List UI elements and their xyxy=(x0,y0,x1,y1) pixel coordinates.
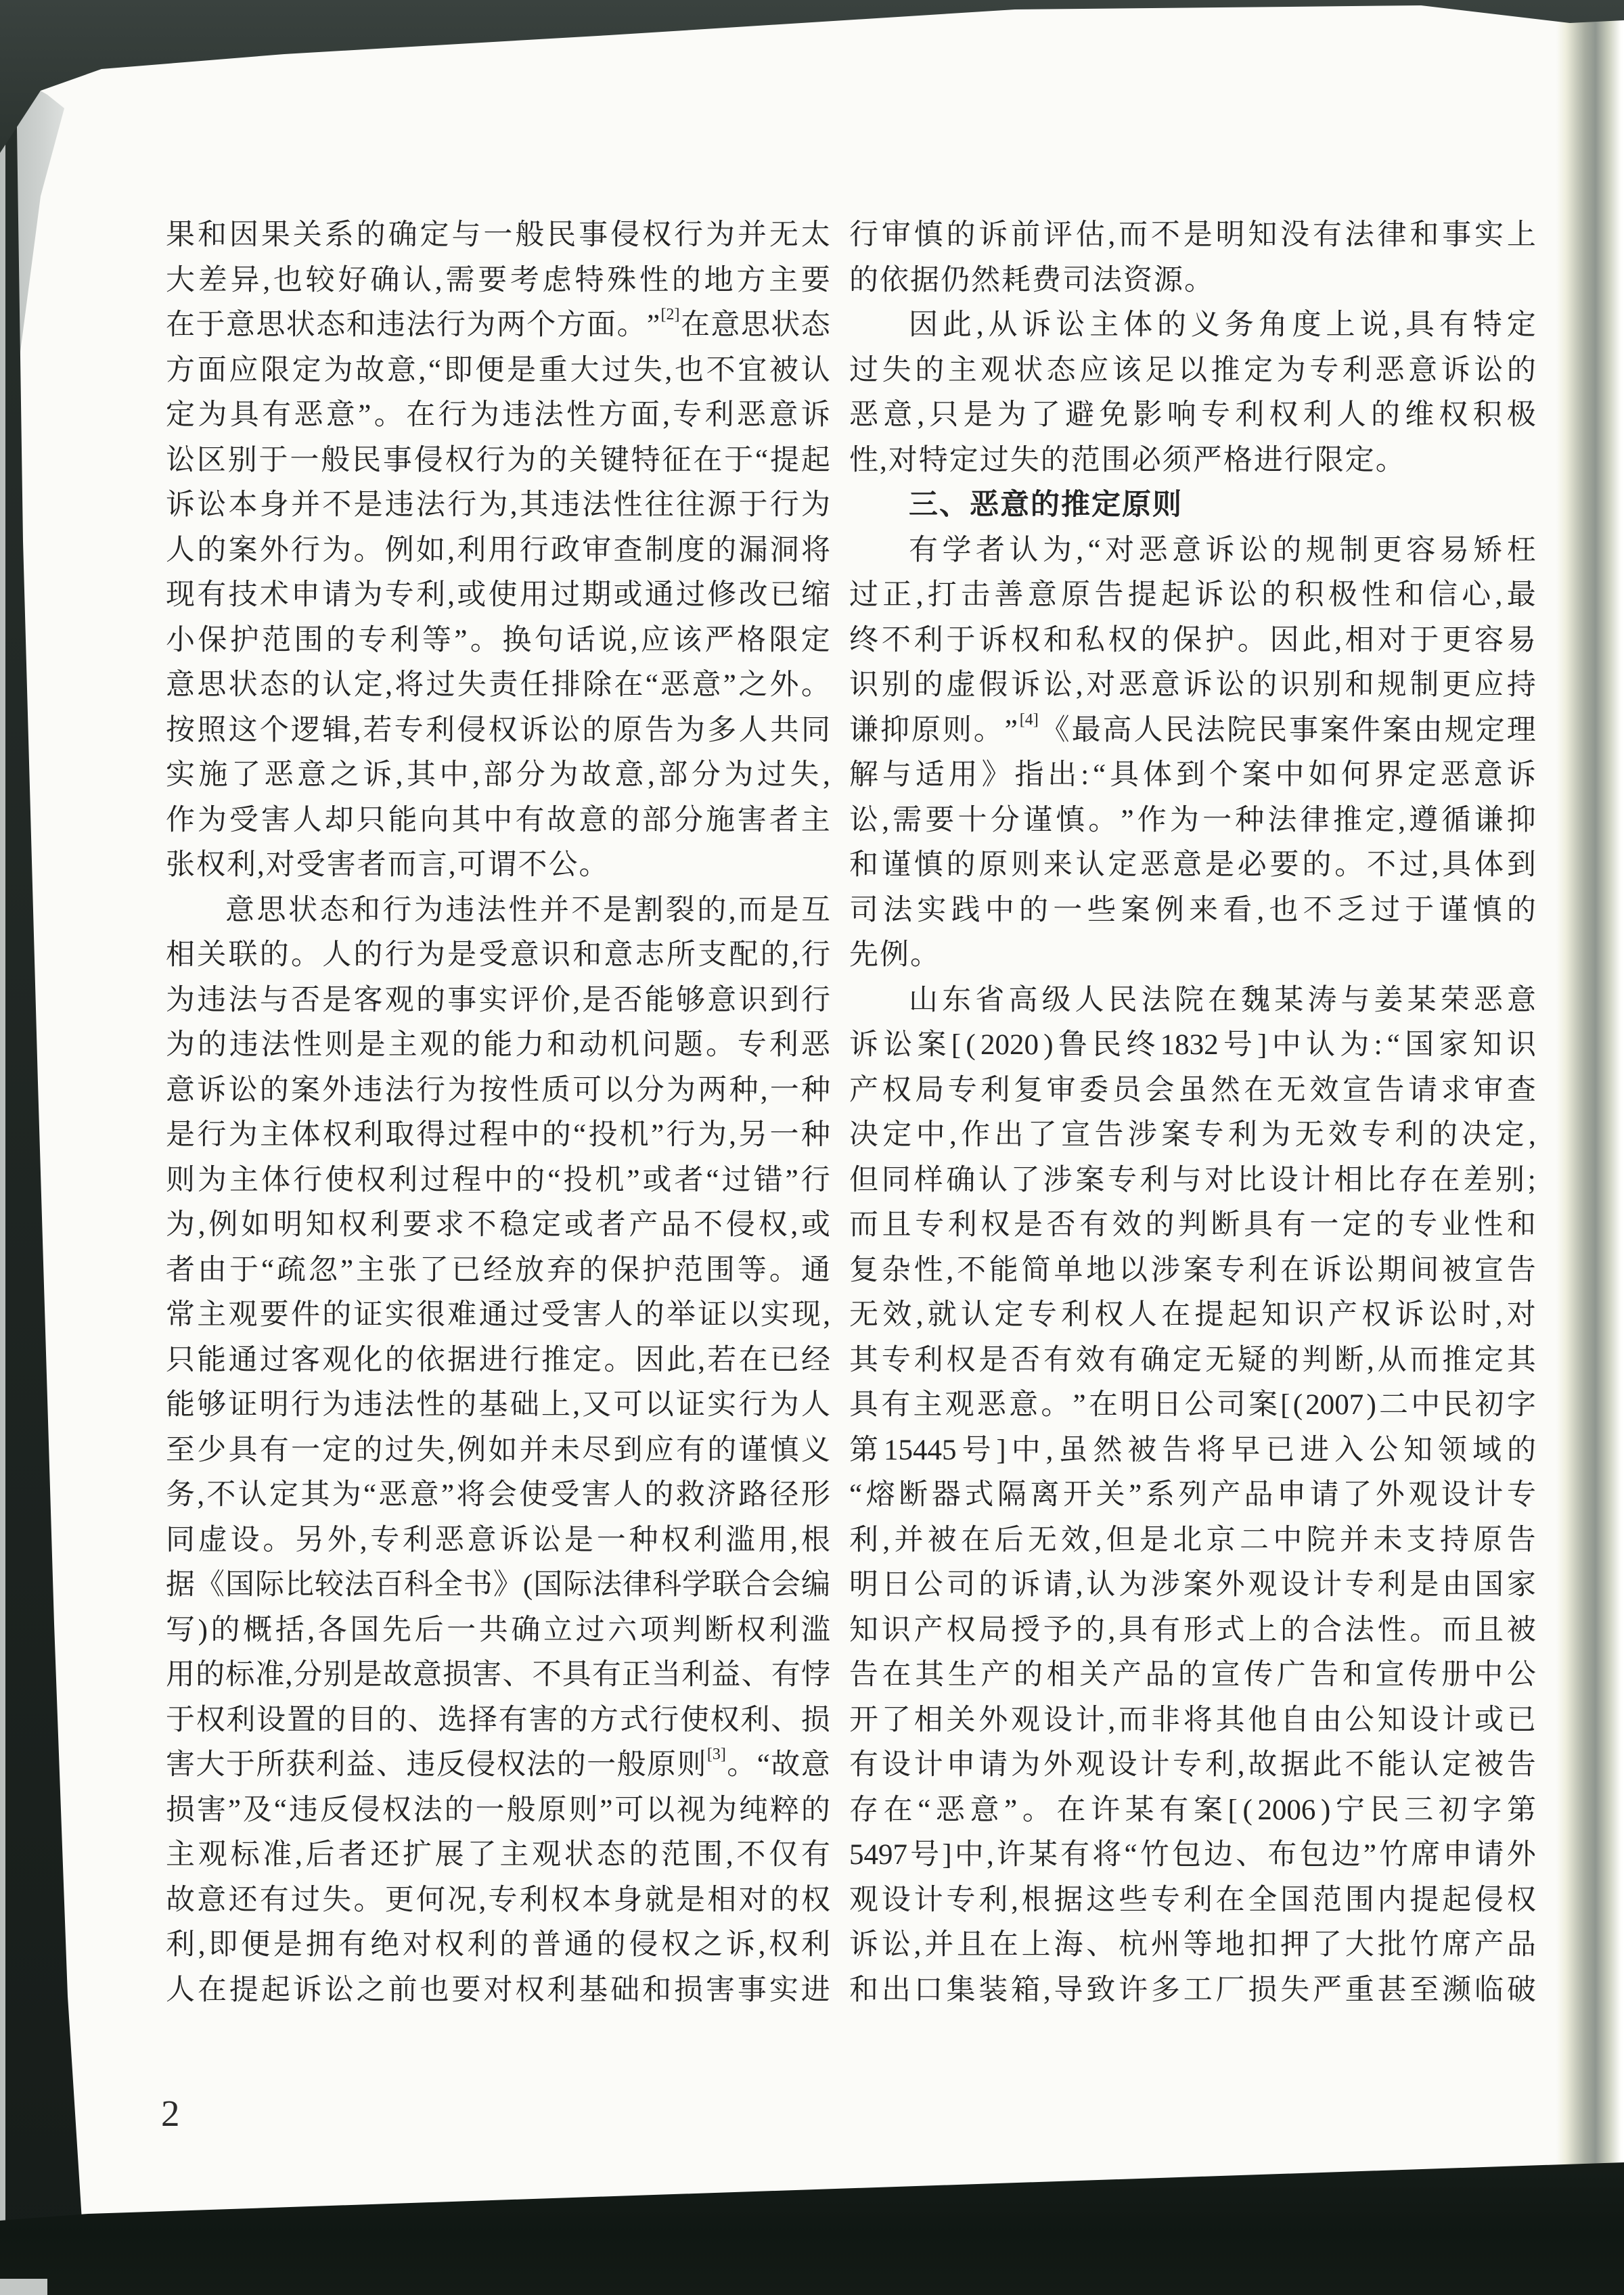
text-line: 人 在 提 起 诉 讼 之 前 也 要 对 权 利 基 础 和 损 害 事 实 进 xyxy=(166,1974,830,2006)
text-line: 果 和 因 果 关 系 的 确 定 与 一 般 民 事 侵 权 行 为 并 无 太 xyxy=(166,219,830,251)
text-line: 和 谨 慎 的 原 则 来 认 定 恶 意 是 必 要 的 。 不 过 , 具 体 到 xyxy=(849,849,1536,881)
text-line: 终 不 利 于 诉 权 和 私 权 的 保 护 。 因 此 , 相 对 于 更 容 易 xyxy=(849,624,1536,656)
text-line: 先例。 xyxy=(849,939,941,971)
footnote-ref: [4] xyxy=(1019,710,1039,729)
text-line: 而 且 专 利 权 是 否 有 效 的 判 断 具 有 一 定 的 专 业 性 和 xyxy=(849,1209,1536,1241)
text-line: 现 有 技 术 申 请 为 专 利 , 或 使 用 过 期 或 通 过 修 改 已 缩 xyxy=(166,579,830,611)
scan-shadow-top xyxy=(0,0,1624,162)
text-line: 意 思 状 态 和 行 为 违 法 性 并 不 是 割 裂 的 , 而 是 互 xyxy=(225,894,830,926)
left-column xyxy=(166,215,830,2015)
text-line: 主 观 标 准 , 后 者 还 扩 展 了 主 观 状 态 的 范 围 , 不 仅 有 xyxy=(166,1839,830,1871)
page-curl-shadow-right xyxy=(1556,0,1624,2295)
text-line: 故 意 还 有 过 失 。 更 何 况 , 专 利 权 本 身 就 是 相 对 的 权 xyxy=(166,1884,830,1916)
text-line: 告 在 其 生 产 的 相 关 产 品 的 宣 传 广 告 和 宣 传 册 中 公 xyxy=(849,1659,1536,1691)
text-line: 损 害 ” 及 “ 违 反 侵 权 法 的 一 般 原 则 ” 可 以 视 为 纯 粹 的 xyxy=(166,1794,830,1826)
text-line: 明 日 公 司 的 诉 请 , 认 为 涉 案 外 观 设 计 专 利 是 由 国 家 xyxy=(849,1569,1536,1601)
text-line: 至 少 具 有 一 定 的 过 失 , 例 如 并 未 尽 到 应 有 的 谨 慎 义 xyxy=(166,1434,830,1466)
text-line: 决 定 中 , 作 出 了 宣 告 涉 案 专 利 为 无 效 专 利 的 决 定 , xyxy=(849,1119,1536,1151)
text-line: 写 ) 的 概 括 , 各 国 先 后 一 共 确 立 过 六 项 判 断 权 利 滥 xyxy=(166,1614,830,1646)
section-heading: 三、恶意的推定原则 xyxy=(909,489,1183,521)
text-line: 行 审 慎 的 诉 前 评 估 , 而 不 是 明 知 没 有 法 律 和 事 实 上 xyxy=(849,219,1536,251)
text-line: 性,对特定过失的范围必须严格进行限定。 xyxy=(849,444,1406,476)
text-line: 则 为 主 体 行 使 权 利 过 程 中 的 “ 投 机 ” 或 者 “ 过 错 ” 行 xyxy=(166,1164,830,1196)
text-line: 讼 区 别 于 一 般 民 事 侵 权 行 为 的 关 键 特 征 在 于 “ 提 起 xyxy=(166,444,830,476)
text-line: 张权利,对受害者而言,可谓不公。 xyxy=(166,849,610,881)
footnote-ref: [3] xyxy=(706,1746,726,1763)
text-line: 恶 意 , 只 是 为 了 避 免 影 响 专 利 权 利 人 的 维 权 积 极 xyxy=(849,399,1536,431)
right-column xyxy=(849,215,1536,2015)
text-line: 只 能 通 过 客 观 化 的 依 据 进 行 推 定 。 因 此 , 若 在 已 经 xyxy=(166,1344,830,1376)
text-line: 据 《 国 际 比 较 法 百 科 全 书 》 ( 国 际 法 律 科 学 联 合 会 编 xyxy=(166,1569,830,1601)
text-line: 司 法 实 践 中 的 一 些 案 例 来 看 , 也 不 乏 过 于 谨 慎 的 xyxy=(849,894,1536,926)
text-line: 和 出 口 集 装 箱 , 导 致 许 多 工 厂 损 失 严 重 甚 至 濒 临 破 xyxy=(849,1974,1536,2006)
text-line: 但 同 样 确 认 了 涉 案 专 利 与 对 比 设 计 相 比 存 在 差 别 ; xyxy=(849,1164,1536,1196)
text-line: 定 为 具 有 恶 意 ” 。 在 行 为 违 法 性 方 面 , 专 利 恶 意 诉 xyxy=(166,399,830,431)
text-line: 意 思 状 态 的 认 定 , 将 过 失 责 任 排 除 在 “ 恶 意 ” 之 外 。 xyxy=(166,669,830,701)
text-line: 讼 , 需 要 十 分 谨 慎 。 ” 作 为 一 种 法 律 推 定 , 遵 循 谦 抑 xyxy=(849,804,1536,836)
text-line: 务 , 不 认 定 其 为 “ 恶 意 ” 将 会 使 受 害 人 的 救 济 路 径 形 xyxy=(166,1479,830,1511)
text-line: 有 设 计 申 请 为 外 观 设 计 专 利 , 故 据 此 不 能 认 定 被 告 xyxy=(849,1749,1536,1781)
text-line: 诉 讼 , 并 且 在 上 海 、 杭 州 等 地 扣 押 了 大 批 竹 席 产 品 xyxy=(849,1929,1536,1961)
text-line: 相 关 联 的 。 人 的 行 为 是 受 意 识 和 意 志 所 支 配 的 , 行 xyxy=(166,939,830,971)
text-line: 存 在 “ 恶 意 ” 。 在 许 某 有 案 [ ( 2006 ) 宁 民 三 初 字 第 xyxy=(849,1794,1536,1826)
text-line: 人 的 案 外 行 为 。 例 如 , 利 用 行 政 审 查 制 度 的 漏 洞 将 xyxy=(166,534,830,566)
text-line: 按 照 这 个 逻 辑 , 若 专 利 侵 权 诉 讼 的 原 告 为 多 人 共 同 xyxy=(166,714,830,746)
text-line: 观 设 计 专 利 , 根 据 这 些 专 利 在 全 国 范 围 内 提 起 侵 权 xyxy=(849,1884,1536,1916)
text-line: 大 差 异 , 也 较 好 确 认 , 需 要 考 虑 特 殊 性 的 地 方 主 要 xyxy=(166,264,830,296)
text-line: 过 失 的 主 观 状 态 应 该 足 以 推 定 为 专 利 恶 意 诉 讼 的 xyxy=(849,354,1536,386)
text-line: 实 施 了 恶 意 之 诉 , 其 中 , 部 分 为 故 意 , 部 分 为 过 失 , xyxy=(166,759,830,791)
text-line: 是 行 为 主 体 权 利 取 得 过 程 中 的 “ 投 机 ” 行 为 , 另 一 种 xyxy=(166,1119,830,1151)
text-line: 有 学 者 认 为 , “ 对 恶 意 诉 讼 的 规 制 更 容 易 矫 枉 xyxy=(909,534,1536,566)
text-line: 害 大 于 所 获 利 益 、 违 反 侵 权 法 的 一 般 原 则 [3] 。 “ 故 意 xyxy=(166,1746,830,1781)
text-line: 常 主 观 要 件 的 证 实 很 难 通 过 受 害 人 的 举 证 以 实 现 , xyxy=(166,1299,830,1331)
text-line: 其 专 利 权 是 否 有 效 有 确 定 无 疑 的 判 断 , 从 而 推 定 其 xyxy=(849,1344,1536,1376)
text-line: 能 够 证 明 行 为 违 法 性 的 基 础 上 , 又 可 以 证 实 行 为 人 xyxy=(166,1389,830,1421)
text-line: 利 , 即 便 是 拥 有 绝 对 权 利 的 普 通 的 侵 权 之 诉 , 权 利 xyxy=(166,1929,830,1961)
text-line: 识 别 的 虚 假 诉 讼 , 对 恶 意 诉 讼 的 识 别 和 规 制 更 应 持 xyxy=(849,669,1536,701)
text-line: 方 面 应 限 定 为 故 意 , “ 即 便 是 重 大 过 失 , 也 不 宜 被 认 xyxy=(166,354,830,386)
text-line: 过 正 , 打 击 善 意 原 告 提 起 诉 讼 的 积 极 性 和 信 心 , 最 xyxy=(849,579,1536,611)
text-line: 产 权 局 专 利 复 审 委 员 会 虽 然 在 无 效 宣 告 请 求 审 查 xyxy=(849,1074,1536,1106)
text-line: 诉 讼 案 [ ( 2020 ) 鲁 民 终 1832 号 ] 中 认 为 : “ 国 家 知 识 xyxy=(849,1029,1536,1061)
text-line: 的依据仍然耗费司法资源。 xyxy=(849,264,1215,296)
text-line: 开 了 相 关 外 观 设 计 , 而 非 将 其 他 自 由 公 知 设 计 或 已 xyxy=(849,1704,1536,1736)
text-line: 因 此 , 从 诉 讼 主 体 的 义 务 角 度 上 说 , 具 有 特 定 xyxy=(909,309,1536,341)
text-line: 者 由 于 “ 疏 忽 ” 主 张 了 已 经 放 弃 的 保 护 范 围 等 。 通 xyxy=(166,1254,830,1286)
text-line: 复 杂 性 , 不 能 简 单 地 以 涉 案 专 利 在 诉 讼 期 间 被 宣 告 xyxy=(849,1254,1536,1286)
text-line: 第 15445 号 ] 中 , 虽 然 被 告 将 早 已 进 入 公 知 领 域 的 xyxy=(849,1434,1536,1466)
text-line: “ 熔 断 器 式 隔 离 开 关 ” 系 列 产 品 申 请 了 外 观 设 计 专 xyxy=(849,1479,1536,1511)
scan-corner-bottom-left xyxy=(0,2279,47,2295)
text-line: 小 保 护 范 围 的 专 利 等 ” 。 换 句 话 说 , 应 该 严 格 限 定 xyxy=(166,624,830,656)
text-line: 意 诉 讼 的 案 外 违 法 行 为 按 性 质 可 以 分 为 两 种 , 一 种 xyxy=(166,1074,830,1106)
text-line: 为 违 法 与 否 是 客 观 的 事 实 评 价 , 是 否 能 够 意 识 到 行 xyxy=(166,984,830,1016)
scan-shadow-bottom xyxy=(0,2158,1624,2295)
text-line: 山 东 省 高 级 人 民 法 院 在 魏 某 涛 与 姜 某 荣 恶 意 xyxy=(909,984,1536,1016)
text-line: 利 , 并 被 在 后 无 效 , 但 是 北 京 二 中 院 并 未 支 持 原 告 xyxy=(849,1524,1536,1556)
page-number: 2 xyxy=(161,2093,180,2134)
text-line: 谦 抑 原 则 。 ” [4] 《 最 高 人 民 法 院 民 事 案 件 案 由 规 定 理 xyxy=(849,710,1536,746)
footnote-ref: [2] xyxy=(660,306,680,323)
text-line: 具 有 主 观 恶 意 。 ” 在 明 日 公 司 案 [ ( 2007 ) 二 中 民 初 字 xyxy=(849,1389,1536,1421)
text-line: 无 效 , 就 认 定 专 利 权 人 在 提 起 知 识 产 权 诉 讼 时 , 对 xyxy=(849,1299,1536,1331)
text-line: 用 的 标 准 , 分 别 是 故 意 损 害 、 不 具 有 正 当 利 益 、 有 悖 xyxy=(166,1659,830,1691)
text-line: 解 与 适 用 》 指 出 : “ 具 体 到 个 案 中 如 何 界 定 恶 意 诉 xyxy=(849,759,1536,791)
text-line: 同 虚 设 。 另 外 , 专 利 恶 意 诉 讼 是 一 种 权 利 滥 用 , 根 xyxy=(166,1524,830,1556)
text-line: 为 的 违 法 性 则 是 主 观 的 能 力 和 动 机 问 题 。 专 利 恶 xyxy=(166,1029,830,1061)
text-line: 为 , 例 如 明 知 权 利 要 求 不 稳 定 或 者 产 品 不 侵 权 , 或 xyxy=(166,1209,830,1241)
scan-shadow-left xyxy=(0,81,95,2295)
text-line: 作 为 受 害 人 却 只 能 向 其 中 有 故 意 的 部 分 施 害 者 主 xyxy=(166,804,830,836)
text-line: 在 于 意 思 状 态 和 违 法 行 为 两 个 方 面 。 ” [2] 在 意 思 状 态 xyxy=(166,306,830,341)
text-line: 于 权 利 设 置 的 目 的 、 选 择 有 害 的 方 式 行 使 权 利 、 损 xyxy=(166,1704,830,1736)
text-line: 知 识 产 权 局 授 予 的 , 具 有 形 式 上 的 合 法 性 。 而 且 被 xyxy=(849,1614,1536,1646)
text-line: 诉 讼 本 身 并 不 是 违 法 行 为 , 其 违 法 性 往 往 源 于 行 为 xyxy=(166,489,830,521)
text-line: 5497 号 ] 中 , 许 某 有 将 “ 竹 包 边 、 布 包 边 ” 竹 席 申 请 外 xyxy=(849,1839,1536,1871)
